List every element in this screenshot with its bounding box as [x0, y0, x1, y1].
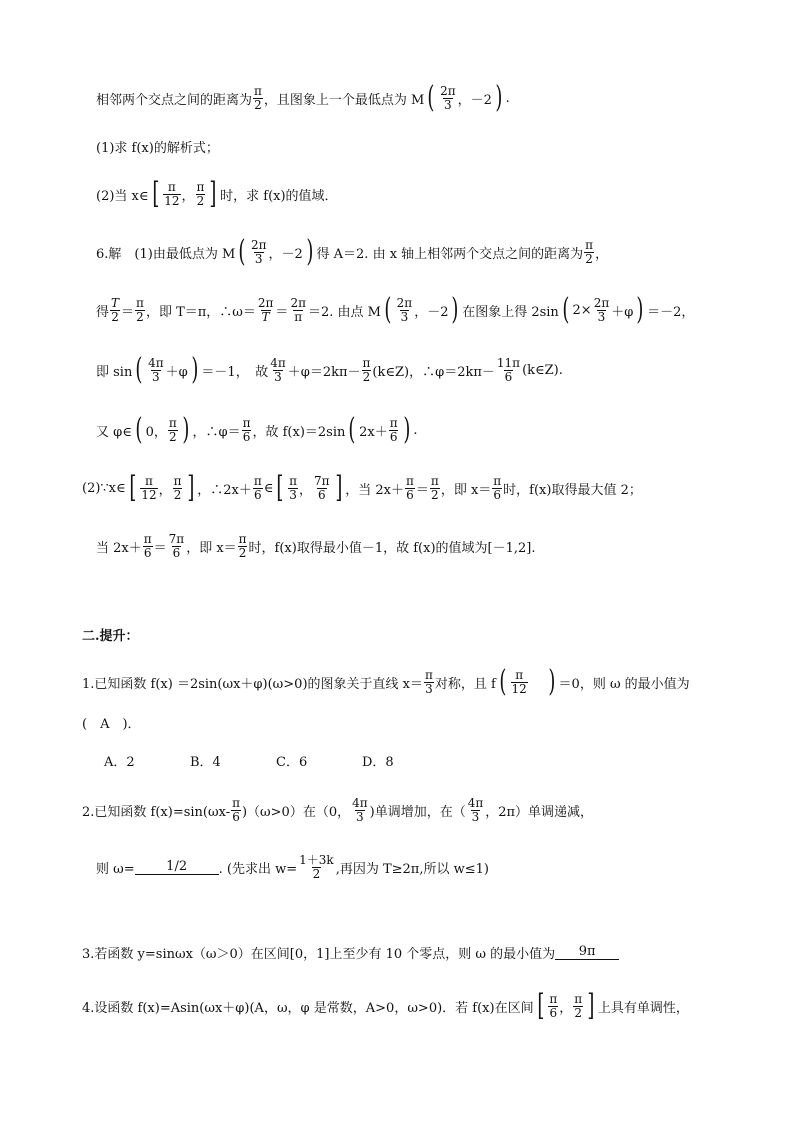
text: ，: [559, 1000, 573, 1016]
text: ，: [299, 482, 313, 498]
text: 相邻两个交点之间的距离为: [96, 92, 253, 108]
fraction: $\frac{\pi}{2}$: [136, 295, 144, 324]
bracket-left: [: [128, 470, 137, 505]
fraction: $\frac{4\pi}{3}$: [270, 355, 286, 384]
fraction: $\frac{\pi}{2}$: [574, 991, 583, 1020]
text: ，－2: [268, 246, 303, 262]
exercise-2-line-1: [82, 792, 593, 828]
text: ，∴φ＝: [192, 424, 241, 440]
fraction: $\frac{\pi}{2}$: [173, 473, 182, 502]
bracket-left: [: [536, 988, 544, 1023]
text: 上具有单调性，: [597, 1000, 689, 1016]
fraction: $\frac{\pi}{2}$: [168, 415, 177, 444]
text: ，故 f(x)＝2sin: [252, 424, 346, 440]
fraction: $\frac{\pi}{2}$: [196, 179, 205, 208]
paren-right: ): [306, 234, 314, 269]
paren-right: ): [495, 80, 503, 115]
fraction: $\frac{\pi}{6}$: [493, 473, 502, 502]
fraction: $\frac{4\pi}{3}$: [352, 795, 368, 824]
text: ＝: [153, 540, 167, 556]
fraction: $\frac{11\pi}{6}$: [496, 355, 521, 384]
exercise-4-line-1: [82, 988, 689, 1024]
text: (k∈Z).: [522, 362, 563, 378]
text: )单调增加，在（: [369, 804, 466, 820]
text: 1.已知函数 f(x) ＝2sin(ωx＋φ)(ω>0)的图象关于直线 x＝: [82, 676, 423, 692]
fraction: $\frac{7\pi}{6}$: [168, 531, 185, 560]
option-b: B．4: [190, 754, 221, 770]
paren-right: ): [548, 664, 556, 699]
answer-blank: 1/2: [135, 859, 219, 875]
fraction: $\frac{\pi}{6}$: [232, 795, 240, 824]
text: ，即 x＝: [440, 482, 492, 498]
fraction: $\frac{4\pi}{3}$: [467, 795, 484, 824]
text: 二.提升：: [82, 628, 139, 644]
bracket-right: ]: [587, 988, 595, 1023]
paren-right: ): [191, 352, 199, 387]
fraction: $\frac{\pi}{6}$: [389, 415, 398, 444]
text: ＝2. 由点 M: [307, 304, 381, 320]
paren-right: ): [182, 412, 190, 447]
fraction: $\frac{\pi}{2}$: [362, 355, 371, 384]
answer-blank: 9π: [555, 944, 619, 960]
section-heading: [82, 624, 139, 644]
text: ,再因为 T≥2π,所以 w≤1): [335, 861, 489, 877]
text: (1)求 f(x)的解析式；: [96, 140, 219, 156]
text: ( A )．: [82, 716, 141, 732]
fraction: $\frac{\pi}{6}$: [143, 531, 152, 560]
solution-line-4: [96, 412, 417, 448]
paren-left: (: [135, 352, 143, 387]
text: (2)∵x∈: [82, 480, 126, 496]
text: 时，f(x)取得最大值 2；: [503, 482, 642, 498]
text: ，且图象上一个最低点为 M: [263, 92, 425, 108]
text: 当 2x＋: [96, 540, 142, 556]
paren-left: (: [427, 80, 435, 115]
fraction: $\frac{\pi}{6}$: [253, 473, 262, 502]
fraction: $\frac{2\pi}{\pi}$: [290, 295, 306, 324]
solution-line-2: [96, 292, 694, 328]
text: 2×: [572, 302, 592, 318]
text: ＋φ＝2kπ－: [287, 364, 361, 380]
text: 对称，且 f: [434, 676, 496, 692]
text: 4.设函数 f(x)=Asin(ωx＋φ)(A，ω，φ 是常数，A>0，ω>0)．若 f(x)在区间: [82, 1000, 534, 1016]
fraction: $\frac{7\pi}{6}$: [314, 473, 330, 502]
paren-left: (: [348, 412, 356, 447]
text: ＝: [121, 304, 135, 320]
text: ，－2: [414, 304, 449, 320]
fraction: $\frac{2\pi}{3}$: [593, 295, 610, 324]
solution-line-6: [96, 528, 535, 564]
text: )（ω>0）在（0，: [241, 804, 351, 820]
text: 6.解 (1)由最低点为 M: [96, 246, 236, 262]
text: ＋φ: [165, 364, 188, 380]
paren-left: (: [499, 664, 507, 699]
text: 得: [96, 304, 110, 320]
paren-right: ): [636, 292, 644, 327]
fraction: $\frac{\pi}{6}$: [406, 473, 414, 502]
fraction: $\frac{\pi}{2}$: [238, 531, 247, 560]
text: 又 φ∈: [96, 424, 132, 440]
fraction: $\frac{2\pi}{T}$: [257, 295, 274, 324]
text: ，: [595, 246, 609, 262]
text: ∈: [263, 480, 274, 496]
fraction: $\frac{\pi}{2}$: [254, 83, 262, 112]
solution-line-1: [96, 234, 608, 270]
bracket-left: [: [276, 470, 284, 505]
solution-line-3: [96, 352, 563, 388]
question-1: [96, 136, 219, 156]
text: 则 ω=: [96, 861, 135, 877]
paren-left: (: [135, 412, 143, 447]
fraction: $\frac{\pi}{12}$: [511, 667, 527, 696]
fraction: $\frac{4\pi}{3}$: [148, 355, 164, 384]
text: ，－2: [457, 92, 492, 108]
text: ，即 x＝: [186, 540, 237, 556]
solution-line-5: [82, 470, 642, 506]
bracket-right: ]: [209, 176, 217, 211]
text: 得 A＝2. 由 x 轴上相邻两个交点之间的距离为: [316, 246, 584, 262]
paren-left: (: [384, 292, 392, 327]
fraction: $\frac{\pi}{3}$: [424, 667, 433, 696]
text: ，2π）单调递减，: [485, 804, 594, 820]
fraction: $\frac{\pi}{12}$: [141, 473, 157, 502]
exercise-1-answer: [82, 712, 141, 732]
text: ＝0，则 ω 的最小值为: [558, 676, 690, 692]
fraction: $\frac{T}{2}$: [111, 295, 120, 324]
exercise-2-line-2: [96, 848, 489, 886]
text: ＝－1， 故: [201, 364, 269, 380]
text: 即 sin: [96, 364, 133, 380]
bracket-right: ]: [186, 470, 194, 505]
text: 2x＋: [359, 424, 388, 440]
text: ＝: [415, 482, 429, 498]
option-c: C．6: [276, 754, 308, 770]
fraction: $\frac{2\pi}{3}$: [396, 295, 413, 324]
fraction: $\frac{\pi}{2}$: [585, 237, 594, 266]
exercise-1-line-1: [82, 664, 690, 700]
paren-right: ): [451, 292, 459, 327]
exercise-1-options: [104, 750, 448, 770]
text: ，∴2x＋: [197, 482, 252, 498]
fraction: $\frac{\pi}{12}$: [164, 179, 180, 208]
text: 2.已知函数 f(x)=sin(ωx-: [82, 804, 231, 820]
text: (2)当 x∈: [96, 188, 149, 204]
fraction: $\frac{2\pi}{3}$: [250, 237, 267, 266]
text: ＝: [275, 304, 289, 320]
bracket-right: ]: [334, 470, 342, 505]
exercise-3: [82, 942, 619, 962]
text: ，当 2x＋: [345, 482, 405, 498]
text: 3.若函数 y=sinωx（ω＞0）在区间[0，1]上至少有 10 个零点，则 ω 的最小值为: [82, 946, 556, 962]
text: 时，f(x)取得最小值－1，故 f(x)的值域为[－1,2].: [248, 540, 536, 556]
text: ，即 T＝π，∴ω＝: [145, 304, 256, 320]
text: 0，: [145, 424, 167, 440]
text: ，: [158, 482, 172, 498]
question-2: [96, 176, 338, 212]
text: ＝－2，: [647, 304, 695, 320]
text: . (先求出 w=: [218, 861, 298, 877]
text: .: [505, 90, 510, 106]
fraction: $\frac{\pi}{6}$: [242, 415, 251, 444]
option-d: D．8: [362, 754, 394, 770]
fraction: $\frac{2\pi}{3}$: [440, 83, 456, 112]
problem-condition-line: [96, 80, 510, 116]
option-a: A．2: [104, 754, 135, 770]
text: 时，求 f(x)的值域．: [220, 188, 338, 204]
fraction: $\frac{\pi}{3}$: [289, 473, 297, 502]
paren-left: (: [562, 292, 570, 327]
paren-right: ): [402, 412, 410, 447]
text: ，: [181, 188, 195, 204]
text: (k∈Z)，∴φ＝2kπ－: [372, 364, 495, 380]
text: ＋φ: [611, 304, 634, 320]
text: .: [413, 422, 418, 438]
fraction: $\frac{\pi}{2}$: [430, 473, 439, 502]
bracket-left: [: [151, 176, 159, 211]
text: 在图象上得 2sin: [462, 304, 559, 320]
fraction: $\frac{1+3k}{2}$: [299, 852, 334, 881]
paren-left: (: [238, 234, 246, 269]
fraction: $\frac{\pi}{6}$: [549, 991, 558, 1020]
